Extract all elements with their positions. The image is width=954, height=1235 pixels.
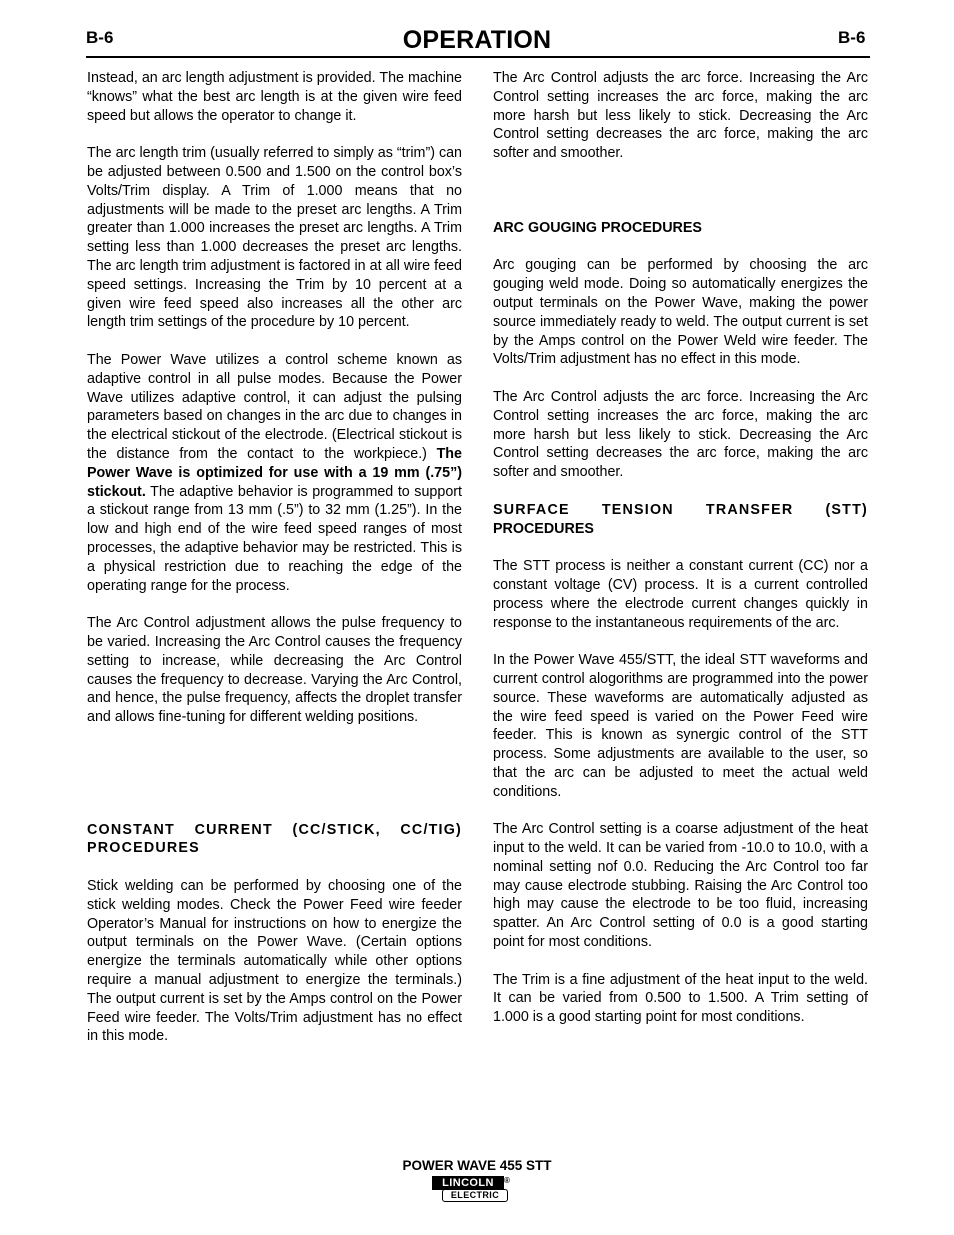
paragraph-stt-process: The STT process is neither a constant current (CC) nor a constant voltage (CV) process. It is a current controlled process where the electrode current changes quickly in response to the instantaneous requirements of the arc.: [493, 558, 868, 631]
heading-stt: [493, 501, 868, 539]
paragraph-stt-waveforms: In the Power Wave 455/STT, the ideal STT waveforms and current control alogorithms are programmed into the power source. These waveforms are automatically adjusted as the wire feed speed is varied on the Power Feed wire feeder. This is known as synergic control of the STT process. Some adjustments are available to the user, so that the arc can be adjusted to meet the actual weld conditions.: [493, 652, 868, 800]
logo-lincoln-text: LINCOLN: [432, 1176, 504, 1190]
footer-model-name: POWER WAVE 455 STT: [402, 1158, 552, 1173]
heading-stt-line2: PROCEDURES: [493, 520, 594, 537]
paragraph-stt-arc-control: The Arc Control setting is a coarse adjustment of the heat input to the weld. It can be varied from -10.0 to 10.0, with a nominal setting nof 0.0. Reducing the Arc Control too far may cause electrode stubbing. Raising the Arc Control too high may cause the electrode to be too fluid, increasing spatter. An Arc Control setting of 0.0 is a good starting point for most conditions.: [493, 821, 868, 951]
right-column: [493, 69, 868, 1046]
paragraph-arc-length-trim: The arc length trim (usually referred to simply as “trim”) can be adjusted between 0.500 and 1.500 on the control box’s Volts/Trim display. A Trim of 1.000 means that no adjustments will be made to the preset arc lengths. A Trim greater than 1.000 increases the preset arc lengths. A Trim setting less than 1.000 decreases the preset arc lengths. The arc length trim adjustment is factored in at all wire feed speed settings. Increasing the Trim by 10 percent at a given wire feed speed also increases all the other arc length trim settings of the procedure by 10 percent.: [87, 145, 463, 331]
page-title: OPERATION: [402, 26, 552, 54]
paragraph-stt-trim: The Trim is a fine adjustment of the heat input to the weld. It can be varied from 0.500 to 1.500. A Trim setting of 1.000 is a good starting point for most conditions.: [493, 971, 868, 1026]
lincoln-electric-logo: [432, 1176, 510, 1204]
logo-registered-mark: ®: [504, 1176, 510, 1185]
column-spacer: [87, 746, 462, 821]
left-column: [87, 69, 462, 1065]
logo-electric-text: ELECTRIC: [442, 1189, 508, 1202]
heading-arc-gouging: ARC GOUGING PROCEDURES: [493, 219, 702, 236]
page-number-right: B-6: [838, 28, 866, 47]
paragraph-arc-control-pulse: The Arc Control adjustment allows the pulse frequency to be varied. Increasing the Arc Control causes the frequency setting to increase, while decreasing the Arc Control causes the frequency to decrease. Varying the Arc Control, and hence, the pulse frequency, affects the droplet transfer and allows fine-tuning for different welding positions.: [87, 615, 462, 726]
heading-constant-current: CONSTANT CURRENT (CC/STICK, CC/TIG) PROCEDURES: [87, 821, 462, 857]
adaptive-control-text-start: The Power Wave utilizes a control scheme known as adaptive control in all pulse modes. Because the Power Wave utilizes adaptive control, it can adjust the pulsing parameters based on changes in the arc due to changes in the electrical stickout of the electrode. (Electrical stickout is the distance from the contact to the workpiece.): [87, 351, 462, 462]
paragraph-arc-length-adjustment: Instead, an arc length adjustment is provided. The machine “knows” what the best arc length is at the given wire feed speed but allows the operator to change it.: [87, 70, 462, 124]
stickout-optimized-note: The Power Wave is optimized for use with a 19 mm (.75”) stickout.: [87, 445, 462, 500]
paragraph-arc-control-force: The Arc Control adjusts the arc force. Increasing the Arc Control setting increases the arc force, making the arc more harsh but less likely to stick. Decreasing the Arc Control setting decreases the arc force, making the arc softer and smoother.: [493, 70, 868, 162]
heading-stt-line1: SURFACE TENSION TRANSFER (STT): [493, 501, 868, 518]
paragraph-adaptive-control: [87, 351, 462, 595]
header-rule: [86, 56, 870, 58]
paragraph-arc-gouging: Arc gouging can be performed by choosing the arc gouging weld mode. Doing so automatically energizes the output terminals on the Power Wave, making the power source immediately ready to weld. The output current is set by the Amps control on the Power Weld wire feeder. The Volts/Trim adjustment has no effect in this mode.: [493, 257, 868, 368]
paragraph-arc-control-force-gouging: The Arc Control adjusts the arc force. Increasing the Arc Control setting increases the arc force, making the arc more harsh but less likely to stick. Decreasing the Arc Control setting decreases the arc force, making the arc softer and smoother.: [493, 388, 868, 481]
adaptive-control-text-end: The adaptive behavior is programmed to support a stickout range from 13 mm (.5”) to 32 mm (1.25”). In the low and high end of the wire feed speed ranges of most processes, the adaptive behavior may be restricted. This is a physical restriction due to reaching the edge of the operating range for the process.: [87, 483, 462, 594]
page-number-left: B-6: [86, 28, 114, 47]
column-spacer: [493, 182, 868, 219]
paragraph-stick-welding: Stick welding can be performed by choosing one of the stick welding modes. Check the Power Feed wire feeder Operator’s Manual for instructions on how to energize the output terminals on the Power Wave. (Certain options energize the terminals automatically while other options require a manual adjustment to energize the terminals.) The output current is set by the Amps control on the Power Feed wire feeder. The Volts/Trim adjustment has no effect in this mode.: [87, 878, 462, 1045]
